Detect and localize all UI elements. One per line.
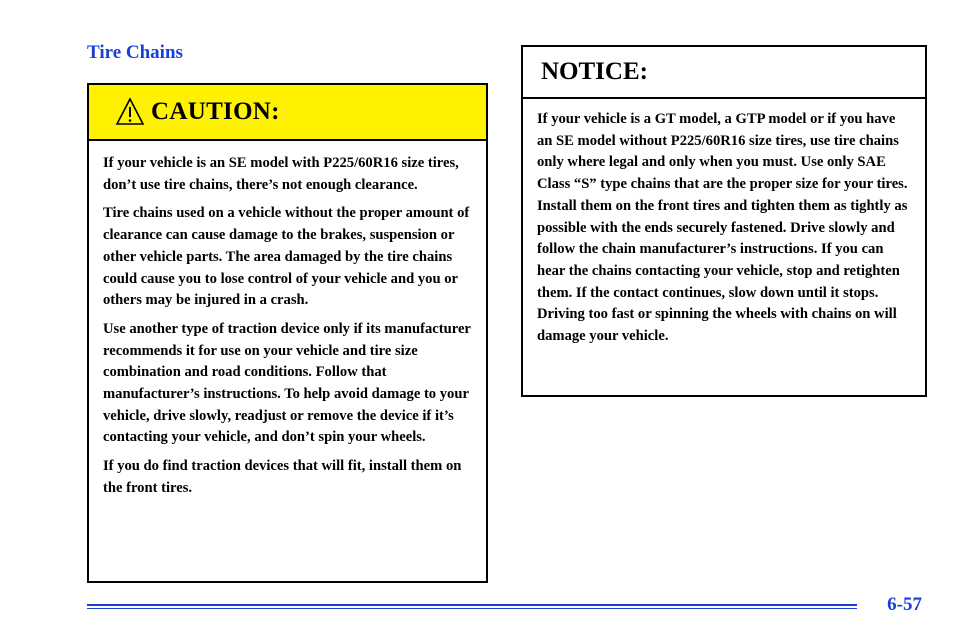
notice-title: NOTICE:	[541, 58, 648, 85]
warning-triangle-icon	[115, 97, 145, 127]
page-number: 6-57	[887, 594, 922, 615]
caution-paragraph: Tire chains used on a vehicle without the proper amount of clearance can cause damage to the brakes, suspension or other vehicle parts. The area damaged by the tire chains could cause you to lose control of your vehicle and you or others may be injured in a crash.	[103, 205, 470, 309]
notice-box	[521, 45, 927, 397]
caution-paragraph: Use another type of traction device only if its manufacturer recommends it for use on your vehicle and tire size combination and road conditions. Follow that manufacturer’s instructions. To help avoid damage to your vehicle, drive slowly, readjust or remove the device if it’s contacting your vehicle, and don’t spin your wheels.	[103, 320, 471, 446]
section-title: Tire Chains	[87, 42, 183, 63]
footer-rule-thin	[87, 608, 857, 609]
caution-paragraph: If your vehicle is an SE model with P225/60R16 size tires, don’t use tire chains, there’s not enough clearance.	[103, 155, 459, 193]
notice-header	[523, 47, 925, 99]
caution-title: CAUTION:	[151, 98, 280, 125]
caution-paragraph: If you do find traction devices that will fit, install them on the front tires.	[103, 458, 462, 496]
notice-body	[523, 99, 925, 348]
caution-box	[87, 83, 488, 583]
footer-rule	[87, 604, 857, 606]
caution-body	[89, 141, 486, 500]
notice-paragraph: If your vehicle is a GT model, a GTP model or if you have an SE model without P225/60R16 size tires, use tire chains only where legal and only when you must. Use only SAE Class “S” type chains that are the proper size for your tires. Install them on the front tires and tighten them as tightly as possible with the ends securely fastened. Drive slowly and follow the chain manufacturer’s instructions. If you can hear the chains contacting your vehicle, stop and retighten them. If the contact continues, slow down until it stops. Driving too fast or spinning the wheels with chains on will damage your vehicle.	[537, 111, 908, 345]
caution-header	[89, 85, 486, 141]
